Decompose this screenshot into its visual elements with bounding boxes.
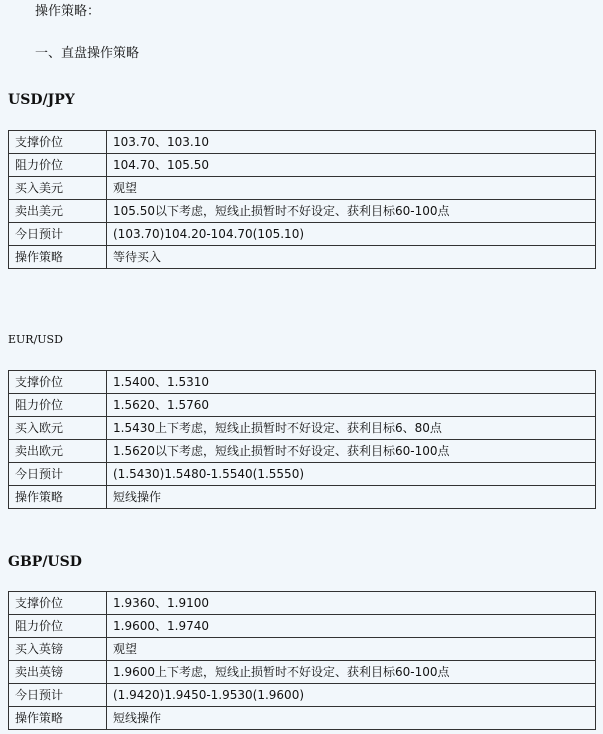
row-value: 1.5430上下考虑，短线止损暂时不好设定、获利目标6、80点 xyxy=(107,417,596,440)
row-label: 买入英镑 xyxy=(9,638,107,661)
section-title-gbpusd: GBP/USD xyxy=(8,554,82,570)
table-row xyxy=(9,223,596,246)
row-label: 今日预计 xyxy=(9,463,107,486)
table-row xyxy=(9,463,596,486)
row-label: 支撑价位 xyxy=(9,371,107,394)
strategy-table-eurusd xyxy=(8,370,596,509)
table-row xyxy=(9,615,596,638)
intro-heading: 操作策略： xyxy=(35,4,101,19)
table-row xyxy=(9,177,596,200)
table-row xyxy=(9,154,596,177)
row-label: 今日预计 xyxy=(9,684,107,707)
row-value: 104.70、105.50 xyxy=(107,154,596,177)
row-label: 支撑价位 xyxy=(9,131,107,154)
table-row xyxy=(9,661,596,684)
row-label: 阻力价位 xyxy=(9,154,107,177)
row-value: 1.9600上下考虑，短线止损暂时不好设定、获利目标60-100点 xyxy=(107,661,596,684)
row-value: 1.5620、1.5760 xyxy=(107,394,596,417)
row-value: 观望 xyxy=(107,177,596,200)
row-value: 短线操作 xyxy=(107,486,596,509)
row-value: 1.5620以下考虑，短线止损暂时不好设定、获利目标60-100点 xyxy=(107,440,596,463)
row-label: 操作策略 xyxy=(9,707,107,730)
table-row xyxy=(9,246,596,269)
section-title-usdjpy: USD/JPY xyxy=(8,92,75,108)
row-label: 卖出欧元 xyxy=(9,440,107,463)
table-row xyxy=(9,486,596,509)
row-label: 买入欧元 xyxy=(9,417,107,440)
row-value: (1.5430)1.5480-1.5540(1.5550) xyxy=(107,463,596,486)
table-row xyxy=(9,638,596,661)
section-title-eurusd: EUR/USD xyxy=(8,333,63,346)
table-row xyxy=(9,592,596,615)
table-row xyxy=(9,394,596,417)
strategy-table-gbpusd xyxy=(8,591,596,730)
row-value: 1.5400、1.5310 xyxy=(107,371,596,394)
table-row xyxy=(9,200,596,223)
table-row xyxy=(9,440,596,463)
row-value: 等待买入 xyxy=(107,246,596,269)
row-value: 1.9600、1.9740 xyxy=(107,615,596,638)
row-value: 105.50以下考虑，短线止损暂时不好设定、获利目标60-100点 xyxy=(107,200,596,223)
row-label: 操作策略 xyxy=(9,246,107,269)
table-row xyxy=(9,707,596,730)
row-value: 103.70、103.10 xyxy=(107,131,596,154)
row-label: 阻力价位 xyxy=(9,394,107,417)
row-value: 观望 xyxy=(107,638,596,661)
table-row xyxy=(9,684,596,707)
row-value: (1.9420)1.9450-1.9530(1.9600) xyxy=(107,684,596,707)
row-label: 支撑价位 xyxy=(9,592,107,615)
direct-pairs-heading: 一、直盘操作策略 xyxy=(35,46,140,61)
row-label: 买入美元 xyxy=(9,177,107,200)
row-label: 今日预计 xyxy=(9,223,107,246)
row-value: (103.70)104.20-104.70(105.10) xyxy=(107,223,596,246)
row-label: 卖出英镑 xyxy=(9,661,107,684)
row-value: 1.9360、1.9100 xyxy=(107,592,596,615)
row-label: 操作策略 xyxy=(9,486,107,509)
row-value: 短线操作 xyxy=(107,707,596,730)
table-row xyxy=(9,371,596,394)
table-row xyxy=(9,131,596,154)
table-row xyxy=(9,417,596,440)
strategy-table-usdjpy xyxy=(8,130,596,269)
row-label: 阻力价位 xyxy=(9,615,107,638)
row-label: 卖出美元 xyxy=(9,200,107,223)
